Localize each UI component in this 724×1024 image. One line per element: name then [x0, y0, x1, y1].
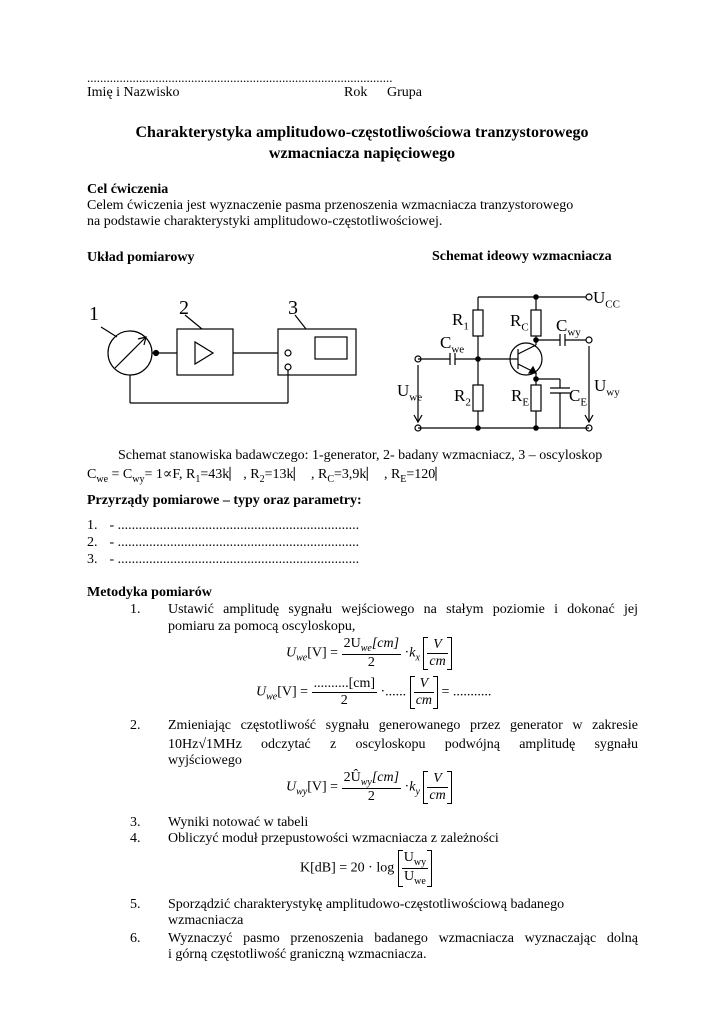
- step-6-num: 6.: [130, 931, 141, 946]
- name-label: Imię i Nazwisko: [87, 85, 180, 100]
- cwy-label: $C_{wy}$: [556, 316, 581, 339]
- setup-heading: Układ pomiarowy: [87, 250, 195, 265]
- page-title-line2: wzmacniacza napięciowego: [268, 145, 456, 162]
- instrument-item-2: 2. - .....................................................................: [87, 535, 360, 550]
- step-3-num: 3.: [130, 815, 141, 830]
- step-2-line1: Zmieniając częstotliwość sygnału generowanego przez generator w zakresie: [168, 718, 638, 733]
- component-values: $C_{we} = C_{wy}= 1\propto F$, $R_1=43k⎸$, $R_2=13k⎸$ , $R_C=3,9k⎸$ , $R_E=120⎸$: [87, 467, 450, 485]
- page-title-line1: Charakterystyka amplitudowo-częstotliwościowa tranzystorowego: [135, 124, 589, 141]
- uwe-label: $U_{we}$: [397, 381, 423, 404]
- rc-label: $R_C$: [510, 311, 529, 334]
- year-label: Rok: [344, 85, 368, 100]
- step-6-line1: Wyznaczyć pasmo przenoszenia badanego wzmacniacza wyznaczając dolną: [168, 931, 638, 946]
- step-4-num: 4.: [130, 831, 141, 846]
- method-heading: Metodyka pomiarów: [87, 585, 212, 600]
- instruments-heading: Przyrządy pomiarowe – typy oraz parametry:: [87, 493, 362, 508]
- block-label-1: 1: [89, 303, 99, 325]
- goal-line2: na podstawie charakterystyki amplitudowo-częstotliwościowej.: [87, 214, 443, 229]
- step-4-line1: Obliczyć moduł przepustowości wzmacniacza z zależności: [168, 831, 499, 846]
- cwe-label: $C_{we}$: [440, 333, 465, 356]
- block-diagram: [85, 295, 375, 410]
- step-5-line1: Sporządzić charakterystykę amplitudowo-częstotliwościową badanego: [168, 897, 565, 912]
- instrument-item-1: 1. - .....................................................................: [87, 518, 360, 533]
- formula-gain: K[dB] = 20 · log $\frac{U_{wy}}{U_{we}}$: [300, 850, 432, 887]
- r1-label: $R_1$: [452, 310, 469, 333]
- instrument-item-3: 3. - .....................................................................: [87, 552, 360, 567]
- step-1-line1: Ustawić amplitudę sygnału wejściowego na stałym poziomie i dokonać jej: [168, 602, 638, 617]
- ce-label: $C_E$: [569, 386, 588, 409]
- group-label: Grupa: [387, 85, 422, 100]
- step-2-line3: wyjściowego: [168, 753, 242, 768]
- re-label: $R_E$: [511, 386, 530, 409]
- r2-label: $R_2$: [454, 386, 471, 409]
- block-label-3: 3: [288, 297, 298, 319]
- step-5-line2: wzmacniacza: [168, 913, 244, 928]
- goal-line1: Celem ćwiczenia jest wyznaczenie pasma przenoszenia wzmacniacza tranzystorowego: [87, 198, 574, 213]
- ucc-label: $U_{CC}$: [593, 288, 620, 311]
- step-1-num: 1.: [130, 602, 141, 617]
- goal-heading: Cel ćwiczenia: [87, 182, 169, 197]
- step-6-line2: i górną częstotliwość graniczną wzmacniacza.: [168, 947, 427, 962]
- block-label-2: 2: [179, 297, 189, 319]
- step-5-num: 5.: [130, 897, 141, 912]
- formula-uwe: $U_{we}[V]$ = $\frac{2U_{we}[cm]}{2}$ $\cdot k_x$ $\frac{V}{cm}$: [286, 636, 452, 671]
- setup-caption: Schemat stanowiska badawczego: 1-generator, 2- badany wzmacniacz, 3 – oscyloskop: [118, 448, 603, 463]
- uwy-label: $U_{wy}$: [594, 376, 620, 399]
- formula-uwe-blank: $U_{we}[V]$ = $\frac{..........[cm]}{2}$ ·...... $\frac{V}{cm}$ = ...........: [256, 676, 492, 708]
- formula-uwy: $U_{wy}[V]$ = $\frac{2Û_{wy}[cm]}{2}$ $\cdot k_y$ $\frac{V}{cm}$: [286, 770, 452, 805]
- step-3-line1: Wyniki notować w tabeli: [168, 815, 309, 830]
- step-1-line2: pomiaru za pomocą oscyloskopu,: [168, 619, 356, 634]
- step-2-num: 2.: [130, 718, 141, 733]
- schematic-heading: Schemat ideowy wzmacniacza: [432, 249, 612, 264]
- name-dots: ..............................................................................................: [87, 70, 393, 85]
- step-2-line2: 10Hz√1MHz odczytać z oscyloskopu podwójną amplitudę sygnału: [168, 737, 638, 752]
